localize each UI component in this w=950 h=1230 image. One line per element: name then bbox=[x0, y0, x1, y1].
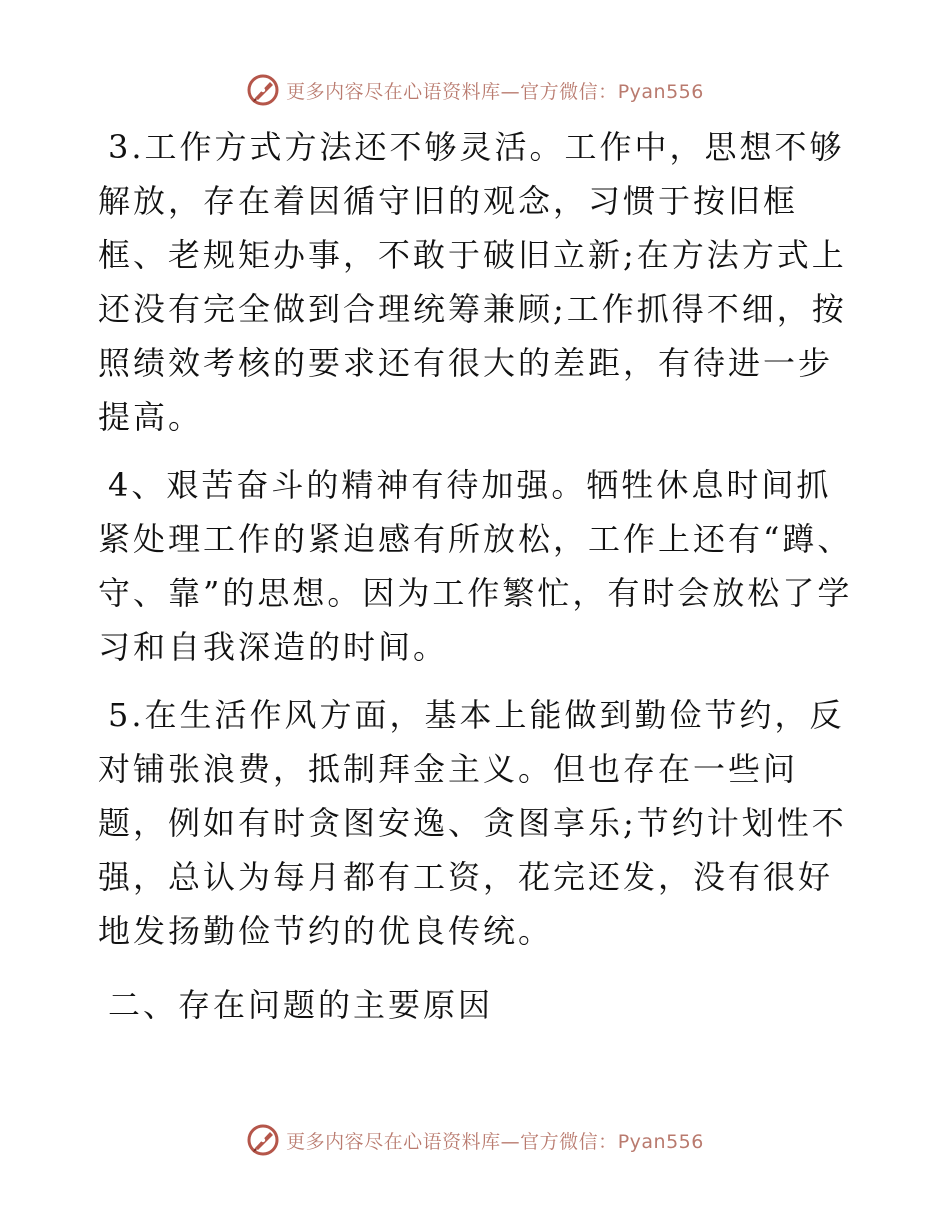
header-watermark bbox=[0, 70, 950, 110]
paragraph-3: 3.工作方式方法还不够灵活。工作中，思想不够解放，存在着因循守旧的观念，习惯于按旧框框、老规矩办事，不敢于破旧立新;在方法方式上还没有完全做到合理统筹兼顾;工作抓得不细，按照绩效考核的要求还有很大的差距，有待进一步提高。 bbox=[98, 128, 847, 436]
watermark-text-footer bbox=[286, 1127, 704, 1154]
watermark-official-footer: 官方微信： bbox=[520, 1130, 618, 1153]
document-body bbox=[98, 120, 858, 1032]
quill-pen-circle-icon bbox=[246, 73, 280, 107]
watermark-main: 更多内容尽在心语资料库 bbox=[286, 80, 501, 103]
watermark-dash: — bbox=[500, 80, 521, 103]
quill-pen-circle-icon bbox=[246, 1123, 280, 1157]
footer-watermark bbox=[0, 1120, 950, 1160]
watermark-official: 官方微信： bbox=[520, 80, 618, 103]
watermark-id: Pyan556 bbox=[617, 80, 704, 103]
section-heading: 二、存在问题的主要原因 bbox=[108, 986, 494, 1024]
watermark-text bbox=[286, 77, 704, 104]
watermark-id-footer: Pyan556 bbox=[617, 1130, 704, 1153]
paragraph-5: 5.在生活作风方面，基本上能做到勤俭节约，反对铺张浪费，抵制拜金主义。但也存在一些问题，例如有时贪图安逸、贪图享乐;节约计划性不强，总认为每月都有工资，花完还发，没有很好地发扬勤俭节约的优良传统。 bbox=[98, 696, 847, 950]
paragraph-4: 4、艰苦奋斗的精神有待加强。牺牲休息时间抓紧处理工作的紧迫感有所放松，工作上还有“蹲、守、靠”的思想。因为工作繁忙，有时会放松了学习和自我深造的时间。 bbox=[98, 466, 853, 666]
watermark-dash-footer: — bbox=[500, 1130, 521, 1153]
watermark-main-footer: 更多内容尽在心语资料库 bbox=[286, 1130, 501, 1153]
